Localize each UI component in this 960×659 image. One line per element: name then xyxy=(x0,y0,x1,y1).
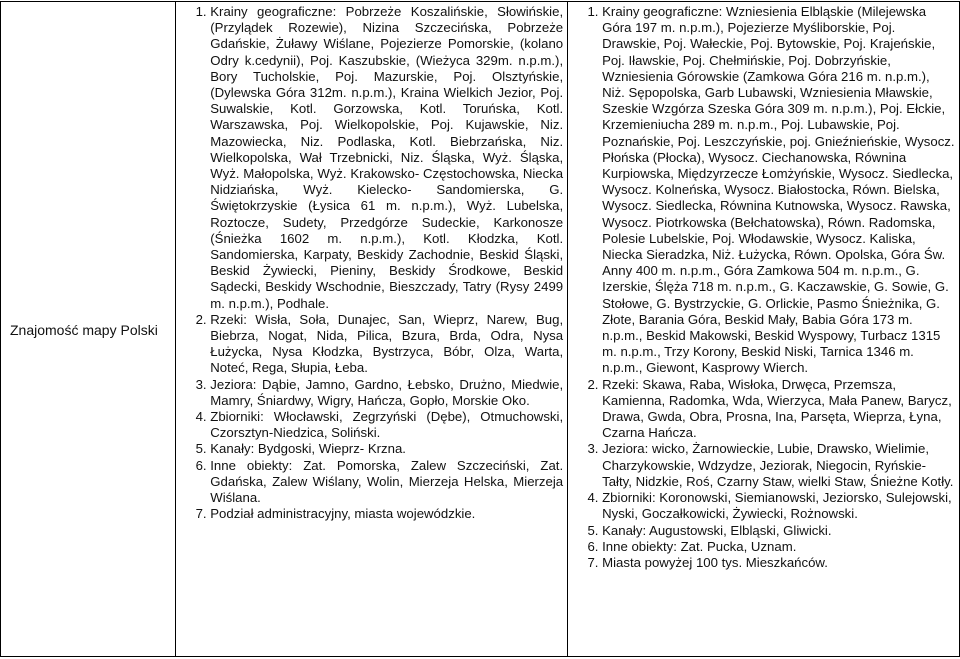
left-column-cell xyxy=(176,2,568,657)
list-item: 7. Miasta powyżej 100 tys. Mieszkańców. xyxy=(602,555,955,571)
list-item: 7. Podział administracyjny, miasta wojewódzkie. xyxy=(210,506,563,522)
curriculum-table xyxy=(0,1,960,657)
right-column-cell xyxy=(568,2,960,657)
list-item: 6. Inne obiekty: Zat. Pucka, Uznam. xyxy=(602,539,955,555)
list-item: 4. Zbiorniki: Włocławski, Zegrzyński (Dębe), Otmuchowski, Czorsztyn-Niedzica, Soliński. xyxy=(210,409,563,441)
left-column-list xyxy=(180,4,563,523)
list-item: 5. Kanały: Bydgoski, Wieprz- Krzna. xyxy=(210,441,563,457)
list-item: 1. Krainy geograficzne: Pobrzeże Koszalińskie, Słowińskie, (Przylądek Rozewie), Nizina Szczecińska, Pobrzeże Gdańskie, Żuławy Wiślane, Pojezierze Pomorskie, (kolano Odry k.cedynii), Poj. Kaszubskie, (Wieżyca 329m. n.p.m.), Bory Tucholskie, Poj. Mazurskie, Poj. Olsztyńskie, (Dylewska Góra 312m. n.p.m.), Kraina Wielkich Jezior, Poj. Suwalskie, Kotl. Gorzowska, Kotl. Toruńska, Kotl. Warszawska, Poj. Wielkopolskie, Poj. Kujawskie, Niz. Mazowiecka, Niz. Podlaska, Kotl. Biebrzańska, Niz. Wielkopolska, Wał Trzebnicki, Niz. Śląska, Wyż. Śląska, Wyż. Małopolska, Wyż. Krakowsko- Częstochowska, Niecka Nidziańska, Wyż. Kielecko- Sandomierska, G. Świętokrzyskie (Łysica 61 m. n.p.m.), Wyż. Lubelska, Roztocze, Sudety, Przedgórze Sudeckie, Karkonosze (Śnieżka 1602 m. n.p.m.), Kotl. Kłodzka, Kotl. Sandomierska, Karpaty, Beskidy Zachodnie, Beskid Śląski, Beskid Żywiecki, Pieniny, Beskidy Środkowe, Beskid Sądecki, Beskidy Wschodnie, Bieszczady, Tatry (Rysy 2499 m. n.p.m.), Podhale. xyxy=(210,4,563,312)
list-item: 2. Rzeki: Skawa, Raba, Wisłoka, Drwęca, Przemsza, Kamienna, Radomka, Wda, Wierzyca, Mała Panew, Barycz, Drawa, Gwda, Obra, Prosna, Ina, Parsęta, Wieprza, Łyna, Czarna Hańcza. xyxy=(602,377,955,442)
list-item: 6. Inne obiekty: Zat. Pomorska, Zalew Szczeciński, Zat. Gdańska, Zalew Wiślany, Wolin, Mierzeja Helska, Mierzeja Wiślana. xyxy=(210,458,563,507)
list-item: 1. Krainy geograficzne: Wzniesienia Elbląskie (Milejewska Góra 197 m. n.p.m.), Pojezierze Myśliborskie, Poj. Drawskie, Poj. Wałeckie, Poj. Bytowskie, Poj. Krajeńskie, Poj. Iławskie, Poj. Chełmińskie, Poj. Dobrzyńskie, Wzniesienia Górowskie (Zamkowa Góra 216 m. n.p.m.), Niż. Sępopolska, Garb Lubawski, Wzniesienia Mławskie, Szeskie Wzgórza Szeska Góra 309 m. n.p.m.), Poj. Ełckie, Krzemieniucha 289 m. n.p.m., Poj. Lubawskie, Poj. Poznańskie, Poj. Leszczyńskie, poj. Gnieźnieńskie, Wysocz. Płońska (Płocka), Wysocz. Ciechanowska, Równina Kurpiowska, Międzyrzecze Łomżyńskie, Wysocz. Siedlecka, Wysocz. Kolneńska, Wysocz. Białostocka, Równ. Bielska, Wysocz. Siedlecka, Równina Kutnowska, Wysocz. Rawska, Wysocz. Piotrkowska (Bełchatowska), Równ. Radomska, Polesie Lubelskie, Poj. Włodawskie, Wysocz. Kaliska, Niecka Sieradzka, Niż. Łużycka, Równ. Opolska, Góra Św. Anny 400 m. n.p.m., Góra Zamkowa 504 m. n.p.m., G. Izerskie, Ślęża 718 m. n.p.m., G. Kaczawskie, G. Sowie, G. Stołowe, G. Bystrzyckie, G. Orlickie, Pasmo Śnieżnika, G. Złote, Barania Góra, Beskid Mały, Babia Góra 173 m. n.p.m., Beskid Makowski, Beskid Wyspowy, Turbacz 1315 m. n.p.m., Trzy Korony, Beskid Niski, Tarnica 1346 m. n.p.m., Giewont, Kasprowy Wierch. xyxy=(602,4,955,377)
row-label: Znajomość mapy Polski xyxy=(1,2,176,657)
list-item: 4. Zbiorniki: Koronowski, Siemianowski, Jeziorsko, Sulejowski, Nyski, Goczałkowicki, Żywiecki, Rożnowski. xyxy=(602,490,955,522)
list-item: 2. Rzeki: Wisła, Soła, Dunajec, San, Wieprz, Narew, Bug, Biebrza, Nogat, Nida, Pilica, Bzura, Brda, Odra, Nysa Łużycka, Nysa Kłodzka, Bystrzyca, Bóbr, Olza, Warta, Noteć, Rega, Słupia, Łeba. xyxy=(210,312,563,377)
right-column-list xyxy=(572,4,955,571)
list-item: 3. Jeziora: Dąbie, Jamno, Gardno, Łebsko, Drużno, Miedwie, Mamry, Śniardwy, Wigry, Hańcza, Gopło, Morskie Oko. xyxy=(210,377,563,409)
table-row xyxy=(1,2,960,657)
list-item: 3. Jeziora: wicko, Żarnowieckie, Lubie, Drawsko, Wielimie, Charzykowskie, Wdzydze, Jeziorak, Niegocin, Ryńskie-Tałty, Nidzkie, Roś, Czarny Staw, wielki Staw, Śnieżne Kotły. xyxy=(602,441,955,490)
list-item: 5. Kanały: Augustowski, Elbląski, Gliwicki. xyxy=(602,523,955,539)
